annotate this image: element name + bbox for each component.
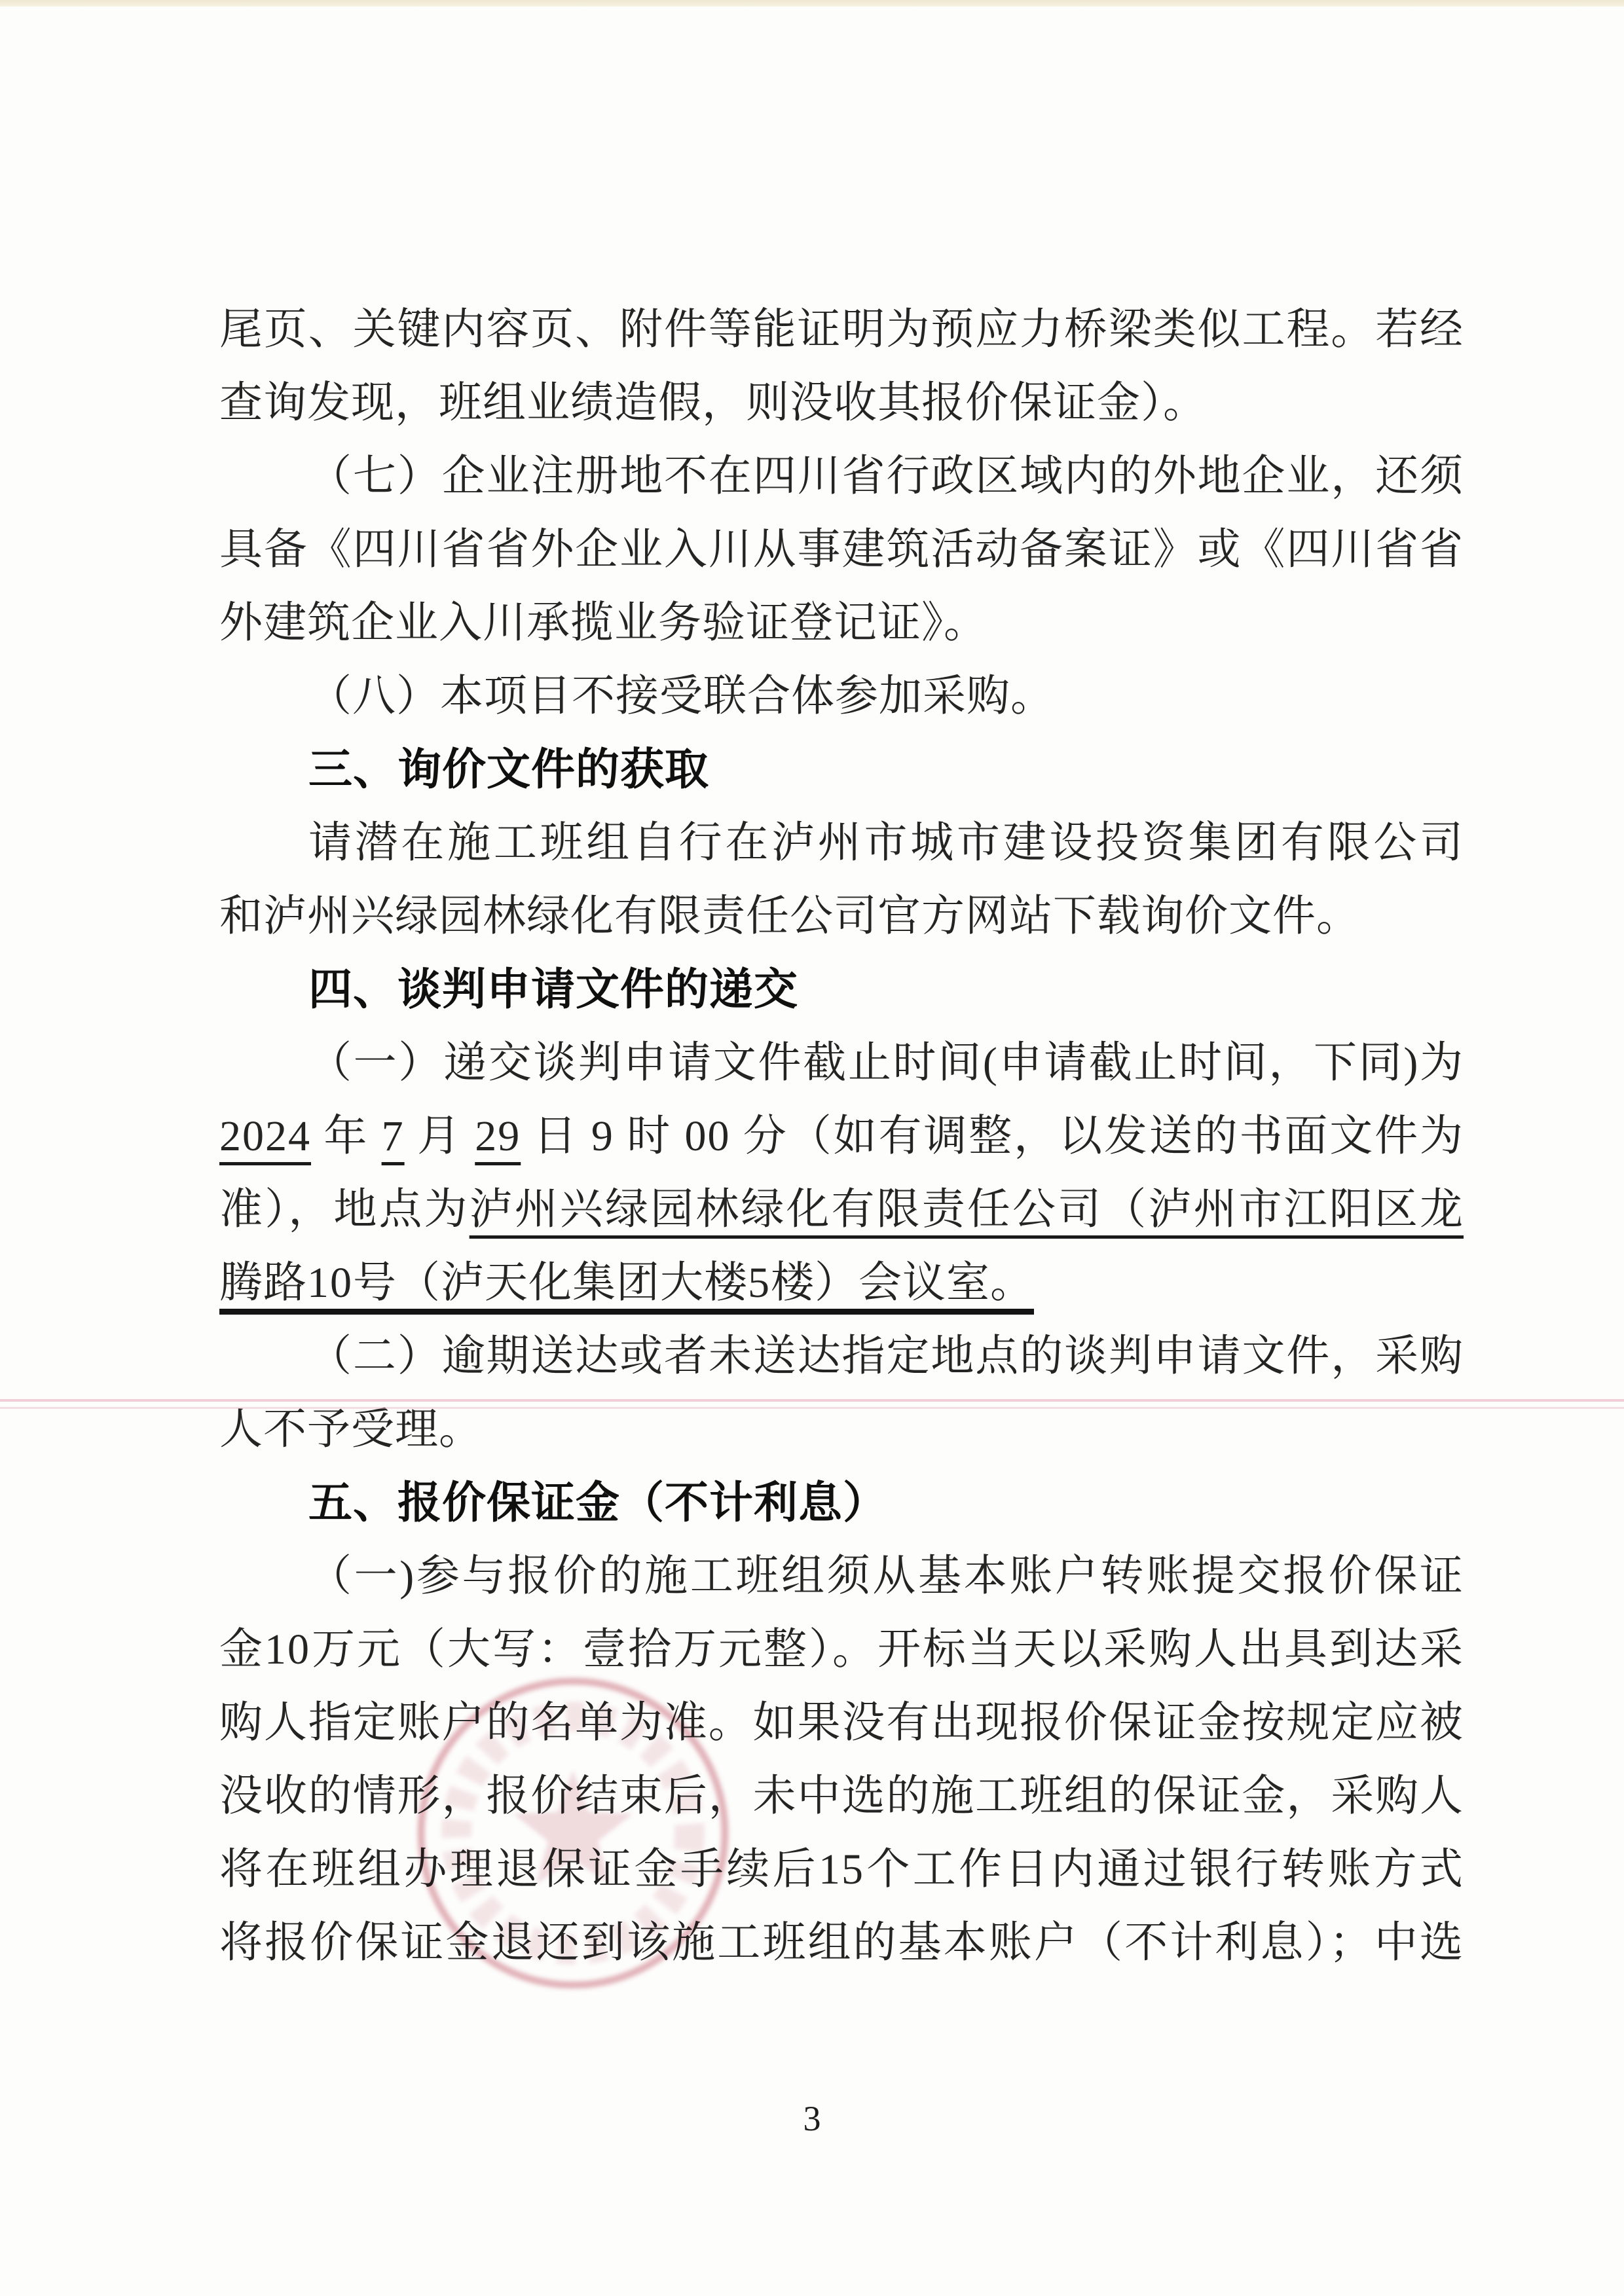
- scan-edge-artifact: [0, 0, 1624, 7]
- section-heading: [219, 733, 1464, 807]
- underlined-text: 泸州兴绿园林绿化有限责任公司（泸州市江阳区龙: [469, 1186, 1464, 1233]
- text-segment: 没收的情形，报价结束后，未中选的施工班组的保证金，采购人: [219, 1772, 1464, 1820]
- text-segment: 月: [404, 1112, 475, 1160]
- text-segment: 四、谈判申请文件的递交: [308, 965, 798, 1014]
- text-segment: 三、询价文件的获取: [308, 745, 709, 794]
- text-segment: 金: [219, 1626, 265, 1673]
- text-segment: 9: [591, 1112, 614, 1160]
- underlined-text: 7: [381, 1112, 405, 1160]
- text-segment: （八）本项目不接受联合体参加采购。: [308, 672, 1054, 720]
- text-segment: 万元（大写：壹拾万元整）。开标当天以采购人出具到达采: [310, 1626, 1464, 1673]
- text-segment: 尾页、关键内容页、附件等能证明为预应力桥梁类似工程。若经: [219, 306, 1464, 354]
- text-line: [219, 513, 1464, 587]
- text-segment: （一）递交谈判申请文件截止时间(申请截止时间，下同)为: [308, 1039, 1464, 1087]
- text-line: [219, 1100, 1464, 1173]
- text-line: [219, 1540, 1464, 1613]
- text-segment: 人不予受理。: [219, 1406, 483, 1453]
- underlined-text: 腾路: [219, 1259, 307, 1307]
- text-line: [219, 293, 1464, 367]
- text-segment: 外建筑企业入川承揽业务验证登记证》。: [219, 599, 987, 647]
- text-line: [219, 367, 1464, 440]
- text-segment: 请潜在施工班组自行在泸州市城市建设投资集团有限公司: [308, 819, 1464, 867]
- text-segment: 将报价保证金退还到该施工班组的基本账户（不计利息）；中选: [219, 1919, 1464, 1967]
- text-line: [219, 440, 1464, 513]
- underlined-text: 号（泸天化集团大楼: [353, 1259, 748, 1307]
- text-segment: 和泸州兴绿园林绿化有限责任公司官方网站下载询价文件。: [219, 892, 1360, 940]
- text-line: [219, 1686, 1464, 1760]
- text-line: [219, 807, 1464, 880]
- text-line: [219, 587, 1464, 660]
- text-line: [219, 1613, 1464, 1686]
- text-segment: 将在班组办理退保证金手续后: [219, 1846, 819, 1893]
- page-number: 3: [803, 2099, 821, 2138]
- text-line: [219, 1173, 1464, 1247]
- text-segment: 五、报价保证金（不计利息）: [308, 1478, 887, 1527]
- text-segment: 日: [521, 1112, 591, 1160]
- text-line: [219, 880, 1464, 953]
- text-segment: 准），地点为: [219, 1186, 470, 1233]
- section-heading: [219, 953, 1464, 1027]
- text-segment: 购人指定账户的名单为准。如果没有出现报价保证金按规定应被: [219, 1699, 1464, 1747]
- text-line: [219, 660, 1464, 733]
- text-line: [219, 1027, 1464, 1100]
- text-segment: 10: [265, 1626, 310, 1673]
- text-segment: （一)参与报价的施工班组须从基本账户转账提交报价保证: [308, 1552, 1464, 1600]
- document-body: [219, 293, 1464, 1980]
- text-segment: 时: [614, 1112, 685, 1160]
- underlined-text: 10: [307, 1259, 353, 1307]
- text-segment: 个工作日内通过银行转账方式: [864, 1846, 1464, 1893]
- text-line: [219, 1320, 1464, 1393]
- section-heading: [219, 1467, 1464, 1540]
- text-segment: 查询发现，班组业绩造假，则没收其报价保证金）。: [219, 379, 1207, 427]
- text-line: [219, 1833, 1464, 1906]
- text-segment: 分（如有调整，以发送的书面文件为: [730, 1112, 1464, 1160]
- text-line: [219, 1247, 1464, 1320]
- text-segment: 00: [684, 1112, 731, 1160]
- text-segment: 15: [819, 1846, 864, 1893]
- text-line: [219, 1760, 1464, 1833]
- text-segment: （二）逾期送达或者未送达指定地点的谈判申请文件，采购: [308, 1332, 1464, 1380]
- text-line: [219, 1906, 1464, 1980]
- text-segment: 年: [311, 1112, 382, 1160]
- underlined-text: 29: [475, 1112, 521, 1160]
- scan-streak-artifact: [0, 1407, 1624, 1409]
- underlined-text: 5: [748, 1259, 771, 1307]
- text-segment: （七）企业注册地不在四川省行政区域内的外地企业，还须: [308, 452, 1464, 500]
- text-segment: 具备《四川省省外企业入川从事建筑活动备案证》或《四川省省: [219, 526, 1464, 574]
- scan-streak-artifact: [0, 1399, 1624, 1402]
- text-line: [219, 1393, 1464, 1467]
- underlined-text: 楼）会议室。: [771, 1259, 1034, 1307]
- underlined-text: 2024: [219, 1112, 311, 1160]
